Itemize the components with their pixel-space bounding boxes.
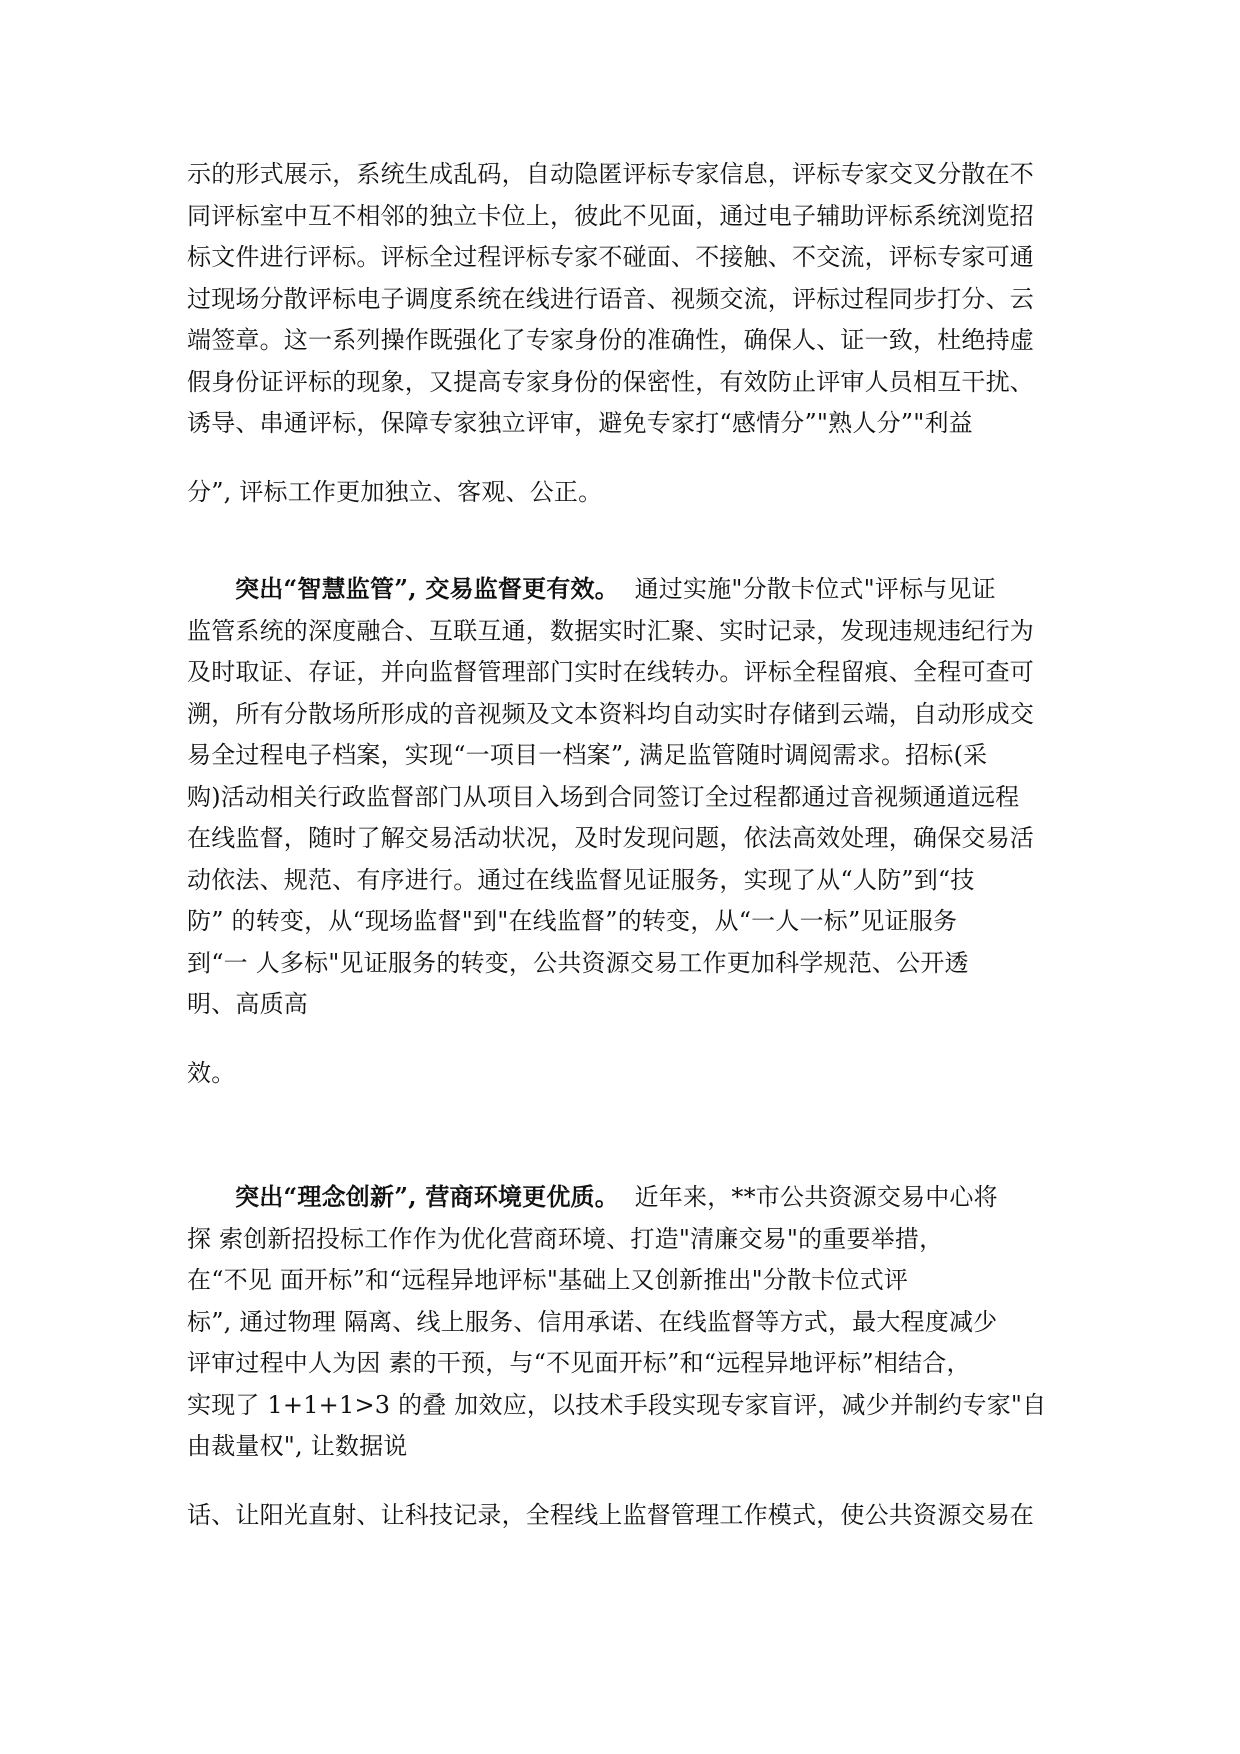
text-line: 示的形式展示，系统生成乱码，自动隐匿评标专家信息，评标专家交叉分散在不 — [187, 160, 1034, 188]
text-line: 评审过程中人为因 素的干预，与“不见面开标”和“远程异地评标”相结合， — [187, 1349, 971, 1377]
text-line: 易全过程电子档案，实现“一项目一档案”, 满足监管随时调阅需求。招标(采 — [187, 741, 988, 769]
text-line-continuation: 分”, 评标工作更加独立、客观、公正。 — [187, 477, 603, 506]
paragraph-block-1 — [187, 154, 1067, 513]
text-line: 动依法、规范、有序进行。通过在线监督见证服务，实现了从“人防”到“技 — [187, 865, 975, 894]
text-line: 端签章。这一系列操作既强化了专家身份的准确性，确保人、证一致，杜绝持虚 — [187, 326, 1034, 354]
text-line: 标”, 通过物理 隔离、线上服务、信用承诺、在线监督等方式，最大程度减少 — [187, 1307, 998, 1336]
text-line: 探 索创新招投标工作作为优化营商环境、打造"清廉交易"的重要举措， — [187, 1224, 944, 1253]
text-line: 在“不见 面开标”和“远程异地评标"基础上又创新推出"分散卡位式评 — [187, 1266, 909, 1294]
paragraph-lead-text: 近年来，**市公共资源交易中心将 — [634, 1183, 998, 1211]
paragraph-block-2 — [187, 568, 1067, 1094]
text-line: 及时取证、存证，并向监督管理部门实时在线转办。评标全程留痕、全程可查可 — [187, 658, 1034, 686]
text-line: 同评标室中互不相邻的独立卡位上，彼此不见面，通过电子辅助评标系统浏览招 — [187, 201, 1034, 230]
text-line: 溯，所有分散场所形成的音视频及文本资料均自动实时存储到云端，自动形成交 — [187, 699, 1034, 728]
paragraph-heading: 突出“理念创新”, 营商环境更优质。 — [235, 1182, 619, 1211]
paragraph-heading: 突出“智慧监管”, 交易监督更有效。 — [235, 574, 619, 603]
text-line: 到“一 人多标"见证服务的转变，公共资源交易工作更加科学规范、公开透 — [187, 948, 969, 977]
text-line: 在线监督，随时了解交易活动状况，及时发现问题，依法高效处理，确保交易活 — [187, 824, 1034, 852]
text-line: 实现了 1+1+1>3 的叠 加效应，以技术手段实现专家盲评，减少并制约专家"自 — [187, 1390, 1047, 1419]
text-line: 由裁量权", 让数据说 — [187, 1432, 408, 1460]
text-line-continuation: 话、让阳光直射、让科技记录，全程线上监督管理工作模式，使公共资源交易在 — [187, 1500, 1034, 1529]
text-line: 诱导、串通评标，保障专家独立评审，避免专家打“感情分”"熟人分”"利益 — [187, 409, 973, 437]
text-line: 防” 的转变，从“现场监督"到"在线监督”的转变，从“一人一标”见证服务 — [187, 907, 958, 935]
paragraph-first-line — [187, 568, 1067, 611]
text-line: 购)活动相关行政监督部门从项目入场到合同签订全过程都通过音视频通道远程 — [187, 782, 1020, 811]
text-line: 过现场分散评标电子调度系统在线进行语音、视频交流，评标过程同步打分、云 — [187, 284, 1034, 313]
text-line-continuation: 效。 — [187, 1058, 236, 1087]
text-line: 标文件进行评标。评标全过程评标专家不碰面、不接触、不交流，评标专家可通 — [187, 243, 1034, 271]
text-line: 假身份证评标的现象，又提高专家身份的保密性，有效防止评审人员相互干扰、 — [187, 367, 1034, 396]
paragraph-lead-text: 通过实施"分散卡位式"评标与见证 — [634, 575, 996, 603]
paragraph-block-3 — [187, 1176, 1067, 1536]
text-line: 明、高质高 — [187, 990, 308, 1018]
paragraph-first-line — [187, 1176, 1067, 1219]
text-line: 监管系统的深度融合、互联互通，数据实时汇聚、实时记录，发现违规违纪行为 — [187, 616, 1034, 645]
